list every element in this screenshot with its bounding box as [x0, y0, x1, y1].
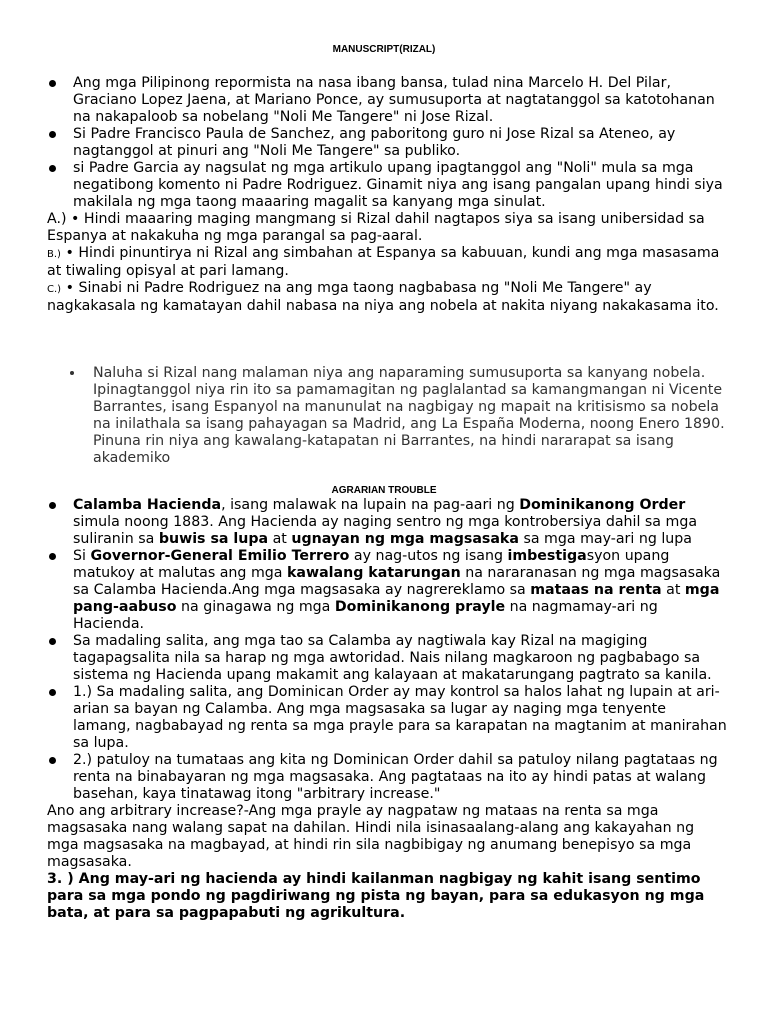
text-run: na nagmamay-ari ng Hacienda.	[73, 599, 658, 632]
rizal-response-block	[70, 365, 730, 467]
item-label: B.)	[47, 249, 61, 260]
page-title: MANUSCRIPT(RIZAL)	[332, 44, 436, 55]
bold-term: Dominikanong prayle	[334, 599, 506, 615]
bold-term: buwis sa lupa	[158, 531, 269, 547]
list-item: Ang mga Pilipinong repormista na nasa ibang bansa, tulad nina Marcelo H. Del Pilar, Graciano Lopez Jaena, at Mariano Ponce, ay sumusuporta at nagtatanggol sa katotohanan na nakapaloob sa nobelang "Noli Me Tangere" ni Jose Rizal.	[47, 75, 727, 126]
supporters-list	[47, 75, 727, 211]
bold-term: Dominikanong Order	[519, 497, 686, 513]
agrarian-list	[47, 497, 727, 803]
bold-term: Governor-General Emilio Terrero	[90, 548, 350, 564]
bold-term: ugnayan ng mga magsasaka	[291, 531, 519, 547]
text-run: , isang malawak na lupain na pag-aari ng	[221, 497, 520, 513]
text-run: simula noong 1883. Ang Hacienda ay naging sentro ng mga kontrobersiya dahil sa mga suliranin sa	[73, 514, 698, 547]
list-item: Naluha si Rizal nang malaman niya ang naparaming sumusuporta sa kanyang nobela. Ipinagtanggol niya rin ito sa pamamagitan ng paglalantad sa kamangmangan ni Vicente Barrantes, isang Espanyol na manunulat na nagbigay ng mapait na kritisismo sa nobela na inilathala sa isang pahayagan sa Madrid, ang La España Moderna, noong Enero 1890. Pinuna rin niya ang kawalang-katapatan ni Barrantes, na hindi nararapat sa isang akademiko	[70, 365, 730, 467]
definition-paragraph: Ano ang arbitrary increase?-Ang mga prayle ay nagpataw ng mataas na renta sa mga magsasaka nang walang sapat na dahilan. Hindi nila isinasaalang-alang ang kakayahan ng mga magsasaka na magbayad, at hindi rin sila nagbibigay ng anumang benepisyo sa mga magsasaka.	[47, 803, 695, 870]
list-item: 1.) Sa madaling salita, ang Dominican Order ay may kontrol sa halos lahat ng lupain at ari-arian sa bayan ng Calamba. Ang mga magsasaka sa lugar ay naging mga tenyente lamang, nagbabayad ng renta sa mga prayle para sa karapatan na magtanim at manirahan sa lupa.	[47, 684, 727, 752]
list-item: 2.) patuloy na tumataas ang kita ng Dominican Order dahil sa patuloy nilang pagtataas ng renta na binabayaran ng mga magsasaka. Ang pagtataas na ito ay hindi patas at walang basehan, kaya tinatawag itong "arbitrary increase."	[47, 752, 727, 803]
item-text: • Hindi maaaring maging mangmang si Rizal dahil nagtapos siya sa isang unibersidad sa Espanya at nakakuha ng mga parangal sa pag-aaral.	[47, 211, 705, 244]
item-label: A.)	[47, 211, 67, 227]
lettered-item-a	[47, 211, 727, 245]
item-text: • Hindi pinuntirya ni Rizal ang simbahan at Espanya sa kabuuan, kundi ang mga masasama at tiwaling opisyal at pari lamang.	[47, 245, 720, 279]
text-run: ay nag-utos ng isang	[349, 548, 508, 564]
item-text: • Sinabi ni Padre Rodriguez na ang mga taong nagbabasa ng "Noli Me Tangere" ay nagkakasala ng kamatayan dahil nabasa na niya ang nobela at nakita niyang nakakasama ito.	[47, 280, 719, 314]
list-item	[47, 497, 727, 548]
list-item: si Padre Garcia ay nagsulat ng mga artikulo upang ipagtanggol ang "Noli" mula sa mga negatibong komento ni Padre Rodriguez. Ginamit niya ang isang pangalan upang hindi siya makilala ng mga taong maaaring magalit sa kanyang mga sinulat.	[47, 160, 727, 211]
bold-term: mataas na renta	[530, 582, 662, 598]
text-run: at	[268, 531, 292, 547]
text-run: na ginagawa ng mga	[176, 599, 335, 615]
bold-term: mga pang-aabuso	[73, 582, 720, 615]
text-run: at	[661, 582, 685, 598]
lettered-item-c	[47, 280, 727, 315]
text-run: syon upang matukoy at malutas ang mga	[73, 548, 670, 581]
section-heading: AGRARIAN TROUBLE	[331, 485, 437, 496]
text-run: Si	[73, 548, 91, 564]
section-agrarian	[47, 497, 727, 922]
bold-term: imbestiga	[507, 548, 587, 564]
bold-term: Calamba Hacienda	[73, 497, 222, 513]
text-run: sa mga may-ari ng lupa	[518, 531, 692, 547]
item-label: C.)	[47, 284, 62, 295]
list-item: Sa madaling salita, ang mga tao sa Calamba ay nagtiwala kay Rizal na magiging tagapagsalita nila sa harap ng mga awtoridad. Nais nilang magkaroon ng pagbabago sa sistema ng Hacienda upang makamit ang kalayaan at makatarungang pagtrato sa kanila.	[47, 633, 727, 684]
list-item: Si Padre Francisco Paula de Sanchez, ang paboritong guro ni Jose Rizal sa Ateneo, ay nagtanggol at pinuri ang "Noli Me Tangere" sa publiko.	[47, 126, 727, 160]
text-run: na nararanasan ng mga magsasaka sa Calamba Hacienda.Ang mga magsasaka ay nagrereklamo sa	[73, 565, 721, 598]
inner-list	[70, 365, 730, 467]
section-manuscript	[47, 75, 727, 315]
bold-paragraph: 3. ) Ang may-ari ng hacienda ay hindi kailanman nagbigay ng kahit isang sentimo para sa mga pondo ng pagdiriwang ng pista ng bayan, para sa edukasyon ng mga bata, at para sa pagpapabuti ng agrikultura.	[47, 871, 705, 921]
lettered-item-b	[47, 245, 727, 280]
bold-term: kawalang katarungan	[286, 565, 461, 581]
list-item	[47, 548, 727, 633]
